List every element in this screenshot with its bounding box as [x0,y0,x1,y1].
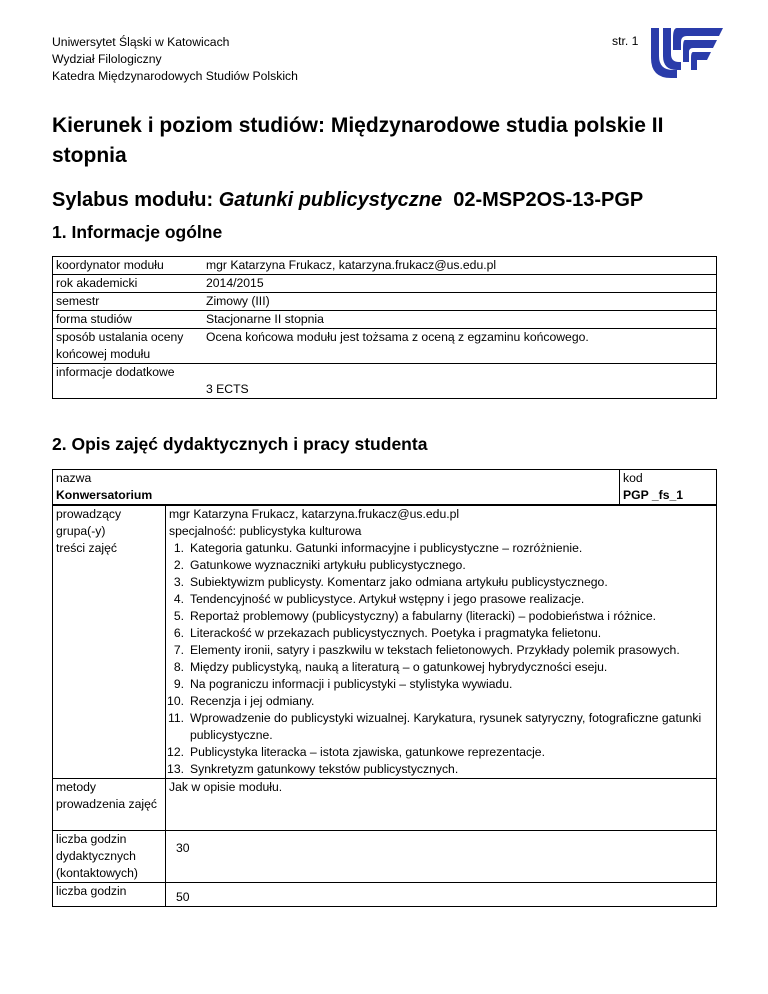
content-item-text: Gatunkowe wyznaczniki artykułu publicystycznego. [190,558,466,572]
content-item [166,540,713,557]
table-row [53,329,717,364]
content-item-text: Publicystyka literacka – istota zjawiska, gatunkowe reprezentacje. [190,745,545,759]
code-label: kod [623,471,643,485]
row-label: informacje dodatkowe [53,364,198,399]
university-name: Uniwersytet Śląski w Katowicach [52,35,230,49]
group-value: specjalność: publicystyka kulturowa [166,523,717,540]
content-item-number: 4. [173,592,184,606]
row-label: koordynator modułu [53,257,198,275]
content-item [166,625,713,642]
table-row [53,523,717,540]
page-number: str. 1 [612,34,639,48]
table-row [53,311,717,329]
table-row [53,540,717,779]
content-item-text: Recenzja i jej odmiany. [190,694,315,708]
university-logo-icon [647,22,725,80]
content-item [166,693,713,710]
content-item [166,591,713,608]
row-label: semestr [53,293,198,311]
content-item-number: 11. [167,711,184,725]
content-item-number: 9. [173,677,184,691]
content-item-number: 13. [167,762,184,776]
content-item-number: 8. [173,660,184,674]
faculty-name: Wydział Filologiczny [52,52,162,66]
content-item-text: Kategoria gatunku. Gatunki informacyjne i publicystyczne – rozróżnienie. [190,541,583,555]
table-row [53,293,717,311]
methods-label: metody prowadzenia zajęć [53,779,166,831]
page-title: Kierunek i poziom studiów: Międzynarodowe studia polskie II stopnia [52,114,664,167]
content-item [166,710,713,744]
syllabus-title [52,186,643,214]
section2-heading: 2. Opis zajęć dydaktycznych i pracy studenta [52,434,428,454]
table-row [53,883,717,907]
content-item-number: 3. [173,575,184,589]
methods-value: Jak w opisie modułu. [166,779,717,831]
content-item [166,608,713,625]
module-name: Gatunki publicystyczne [218,189,443,211]
table-row [53,831,717,883]
content-item [166,574,713,591]
content-item-text: Na pograniczu informacji i publicystyki – stylistyka wywiadu. [190,677,513,691]
content-item-number: 10. [167,694,184,708]
table-row [53,779,717,831]
row-value: mgr Katarzyna Frukacz, katarzyna.frukacz@us.edu.pl [197,257,717,275]
content-item [166,642,713,659]
content-cell [166,540,717,779]
content-item [166,744,713,761]
content-item-text: Elementy ironii, satyry i paszkwilu w tekstach felietonowych. Przykłady polemik prasowych. [190,643,680,657]
group-label: grupa(-y) [53,523,166,540]
code-label-cell [620,470,717,488]
teacher-label: prowadzący [53,505,166,523]
content-item-number: 6. [173,626,184,640]
content-item-text: Między publicystyką, nauką a literaturą – o gatunkowej hybrydyczności eseju. [190,660,608,674]
row-label: forma studiów [53,311,198,329]
module-code: 02-MSP2OS-13-PGP [453,189,644,211]
content-item-text: Tendencyjność w publicystyce. Artykuł wstępny i jego prasowe realizacje. [190,592,585,606]
row-label: rok akademicki [53,275,198,293]
name-label: nazwa [56,471,92,485]
course-code: PGP _fs_1 [620,487,717,505]
content-item-text: Reportaż problemowy (publicystyczny) a fabularny (literacki) – podobieństwa i różnice. [190,609,657,623]
table-row [53,505,717,523]
table-row [53,470,717,488]
row-value: Zimowy (III) [197,293,717,311]
general-info-table [52,256,717,399]
hours-contact-label: liczba godzin dydaktycznych (kontaktowych) [53,831,166,883]
hours-label: liczba godzin [53,883,166,907]
course-description-table [52,469,717,907]
content-item-number: 7. [173,643,184,657]
row-label: sposób ustalania oceny końcowej modułu [53,329,198,364]
table-row [53,275,717,293]
row-value: Ocena końcowa modułu jest tożsama z oceną z egzaminu końcowego. [197,329,717,364]
row-value: 2014/2015 [197,275,717,293]
row-value: Stacjonarne II stopnia [197,311,717,329]
content-item-text: Synkretyzm gatunkowy tekstów publicystycznych. [190,762,459,776]
section1-heading: 1. Informacje ogólne [52,222,223,242]
content-item-text: Wprowadzenie do publicystyki wizualnej. Karykatura, rysunek satyryczny, fotograficzne gatunki publicystyczne. [190,711,702,742]
table-row [53,257,717,275]
content-item [166,659,713,676]
content-item [166,676,713,693]
content-item [166,557,713,574]
document-header [52,34,298,85]
content-item [166,761,713,778]
content-label: treści zajęć [53,540,166,779]
hours-value: 50 [166,883,717,907]
table-row [53,487,717,505]
department-name: Katedra Międzynarodowych Studiów Polskich [52,69,298,83]
content-item-text: Subiektywizm publicysty. Komentarz jako odmiana artykułu publicystycznego. [190,575,608,589]
content-item-number: 2. [173,558,184,572]
content-item-number: 5. [173,609,184,623]
content-item-number: 12. [167,745,184,759]
row-value: 3 ECTS [197,364,717,399]
table-row [53,364,717,399]
syllabus-prefix: Sylabus modułu: [52,189,219,211]
name-cell [53,470,620,488]
content-item-number: 1. [173,541,184,555]
course-name: Konwersatorium [53,487,620,505]
hours-contact-value: 30 [166,831,717,883]
teacher-value: mgr Katarzyna Frukacz, katarzyna.frukacz@us.edu.pl [166,505,717,523]
content-list [166,540,713,778]
content-item-text: Literackość w przekazach publicystycznych. Poetyka i pragmatyka felietonu. [190,626,602,640]
